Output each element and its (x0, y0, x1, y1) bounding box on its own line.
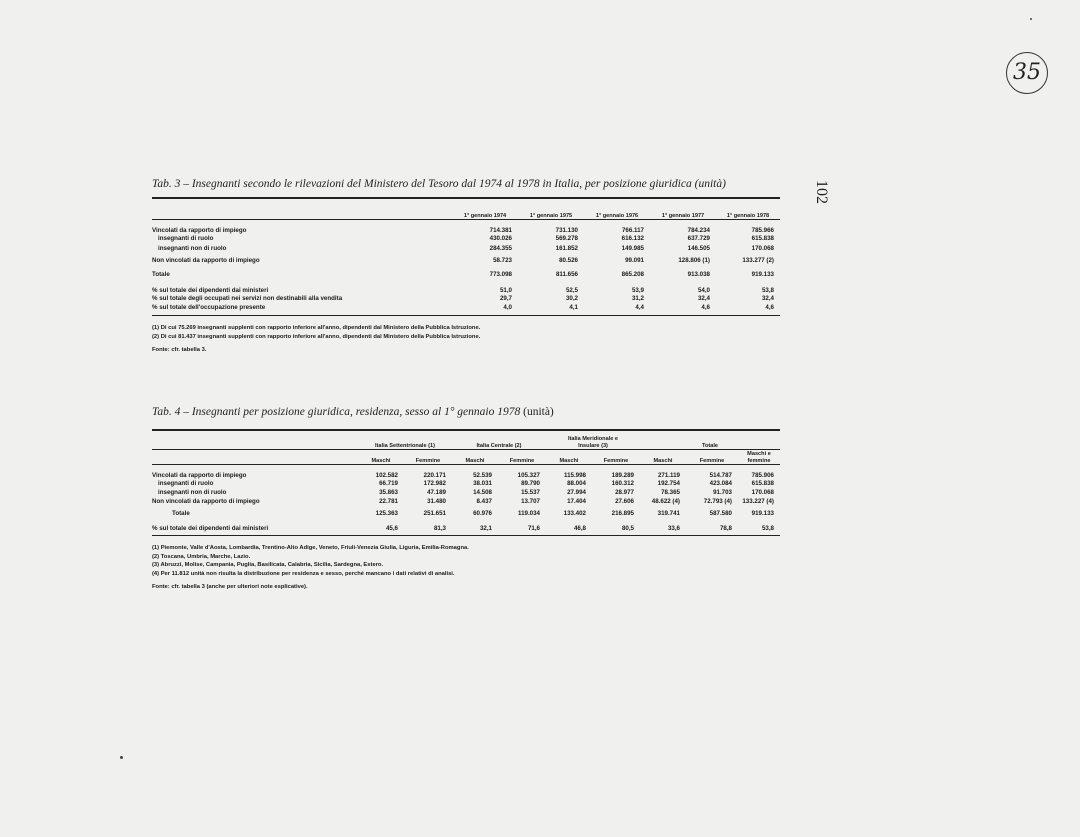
cell: 133.227 (4) (742, 497, 774, 505)
cell: 133.402 (563, 510, 586, 517)
table-4-subcol-header: Maschi (465, 457, 485, 464)
table-row (152, 254, 780, 268)
row-label: insegnanti non di ruolo (158, 245, 227, 252)
footnote: (1) Piemonte, Valle d'Aosta, Lombardia, Trentino-Alto Adige, Veneto, Friuli-Venezia Giulia, Liguria, Emilia-Romagna. (152, 545, 469, 551)
table-3-title: Tab. 3 – Insegnanti secondo le rilevazioni del Ministero del Tesoro dal 1974 al 1978 in Italia, per posizione giuridica (unità) (152, 178, 726, 190)
table-4-subcol-header: Femmine (603, 457, 629, 464)
cell: 22.781 (379, 497, 398, 505)
table-4 (152, 429, 780, 536)
cell: 731.130 (555, 226, 578, 234)
cell: 66.719 (379, 479, 398, 487)
table-4-subcol-header: Femmine (699, 457, 725, 464)
table-3-col-header: 1° gennaio 1977 (661, 212, 705, 219)
cell: 170.068 (751, 245, 774, 252)
cell: 913.038 (687, 271, 710, 278)
cell: 4,6 (765, 303, 774, 311)
row-label: % sul totale dei dipendenti dai ministeri (152, 524, 269, 532)
cell: 52.539 (473, 471, 492, 479)
table-4-group-header-row (152, 430, 780, 450)
cell: 133.277 (2) (742, 257, 774, 264)
row-label: Totale (172, 510, 190, 517)
cell: 714.381 (489, 226, 512, 234)
cell: 32,4 (697, 295, 710, 302)
table-4-group-header: Italia Meridionale e Insulare (3) (567, 436, 619, 449)
table-row (152, 234, 780, 244)
table-4-title-unit: (unità) (523, 406, 554, 418)
cell: 170.068 (751, 488, 774, 496)
table-4-notes (152, 544, 780, 578)
footnote: (4) Per 11.812 unità non risulta la distribuzione per residenza e sesso, perché mancano i dati relativi di analisi. (152, 570, 455, 577)
table-4-subcol-header: Femmine (415, 457, 441, 464)
cell: 4,4 (635, 303, 644, 311)
row-label: Vincolati da rapporto di impiego (152, 226, 247, 234)
table-row (152, 497, 780, 506)
row-label: Vincolati da rapporto di impiego (152, 471, 247, 479)
table-4-group-header: Italia Centrale (2) (476, 442, 522, 449)
cell: 31.480 (427, 497, 446, 505)
cell: 27.994 (567, 488, 586, 496)
cell: 514.787 (709, 471, 732, 479)
cell: 149.985 (621, 245, 644, 252)
cell: 569.278 (555, 235, 578, 242)
cell: 785.966 (751, 226, 774, 234)
page-number-stamp: 35 (1006, 52, 1048, 94)
cell: 637.729 (687, 235, 710, 242)
cell: 53,9 (631, 286, 644, 294)
cell: 919.133 (751, 271, 774, 278)
cell: 4,6 (701, 303, 710, 311)
cell: 81,3 (433, 524, 446, 532)
cell: 33,6 (667, 524, 680, 532)
cell: 784.234 (687, 226, 710, 234)
cell: 53,8 (761, 286, 774, 294)
cell: 71,6 (527, 524, 540, 532)
table-4-title-text: Tab. 4 – Insegnanti per posizione giuridica, residenza, sesso al 1° gennaio 1978 (152, 406, 521, 418)
table-4-source: Fonte: cfr. tabella 3 (anche per ulteriori note esplicative). (152, 584, 308, 590)
cell: 72.793 (4) (703, 497, 732, 505)
cell: 15.537 (521, 488, 540, 496)
cell: 27.606 (615, 497, 634, 505)
cell: 32,1 (479, 524, 492, 532)
cell: 4,1 (569, 303, 578, 311)
cell: 4,0 (503, 303, 512, 311)
cell: 60.976 (473, 510, 492, 517)
table-3-notes (152, 324, 780, 341)
cell: 46,8 (573, 524, 586, 532)
cell: 54,0 (697, 286, 710, 294)
table-3-col-header: 1° gennaio 1976 (595, 212, 639, 219)
cell: 125.363 (375, 510, 398, 517)
cell: 28.977 (615, 488, 634, 496)
cell: 161.852 (555, 245, 578, 252)
table-4-group-header: Totale (701, 442, 719, 449)
cell: 615.838 (751, 479, 774, 487)
row-label: % sul totale degli occupati nei servizi non destinabili alla vendita (152, 295, 343, 302)
cell: 80.526 (559, 257, 578, 264)
table-4-subcol-header: Maschi (653, 457, 673, 464)
cell: 105.327 (517, 471, 540, 479)
footnote: (1) Di cui 75.269 insegnanti supplenti con rapporto inferiore all'anno, dipendenti dal Ministero della Pubblica Istruzione. (152, 325, 481, 331)
cell: 30,2 (565, 295, 578, 302)
table-3 (152, 197, 780, 316)
table-3-col-header: 1° gennaio 1975 (529, 212, 573, 219)
cell: 220.171 (423, 471, 446, 479)
table-row (152, 244, 780, 254)
cell: 189.289 (611, 471, 634, 479)
cell: 192.754 (657, 479, 680, 487)
table-3-source: Fonte: cfr. tabella 3. (152, 347, 207, 353)
side-page-number: 102 (813, 180, 830, 204)
cell: 38.031 (473, 479, 492, 487)
cell: 115.998 (563, 471, 586, 479)
footnote: (2) Toscana, Umbria, Marche, Lazio. (152, 553, 251, 560)
row-label: insegnanti di ruolo (158, 235, 214, 242)
row-label: % sul totale dell'occupazione presente (152, 303, 266, 311)
row-label: Non vincolati da rapporto di impiego (152, 257, 260, 264)
row-label: insegnanti non di ruolo (158, 488, 227, 496)
cell: 102.582 (375, 471, 398, 479)
row-label: Non vincolati da rapporto di impiego (152, 497, 260, 505)
cell: 32,4 (761, 295, 774, 302)
cell: 616.132 (621, 235, 644, 242)
table-row (152, 220, 780, 234)
table-3-col-header: 1° gennaio 1978 (726, 212, 770, 219)
cell: 160.312 (611, 479, 634, 487)
cell: 865.208 (621, 271, 644, 278)
cell: 53,8 (761, 524, 774, 532)
cell: 58.723 (493, 257, 512, 264)
cell: 17.404 (567, 497, 586, 505)
table-3-header-row (152, 198, 780, 220)
cell: 51,0 (499, 286, 512, 294)
row-label: insegnanti di ruolo (158, 479, 214, 487)
cell: 615.838 (751, 235, 774, 242)
cell: 128.806 (1) (678, 257, 710, 264)
cell: 45,6 (385, 524, 398, 532)
table-row-total (152, 506, 780, 522)
cell: 146.505 (687, 245, 710, 252)
cell: 13.707 (521, 497, 540, 505)
cell: 99.091 (625, 257, 644, 264)
table-row (152, 522, 780, 536)
table-3-col-header: 1° gennaio 1974 (463, 212, 507, 219)
table-row (152, 465, 780, 479)
cell: 89.790 (521, 479, 540, 487)
cell: 216.895 (611, 510, 634, 517)
cell: 31,2 (631, 295, 644, 302)
table-4-subheader-row (152, 450, 780, 465)
table-4-subcol-header: Femmine (509, 457, 535, 464)
cell: 172.982 (423, 479, 446, 487)
table-4-title (152, 406, 780, 419)
scan-speck (120, 756, 123, 759)
cell: 811.656 (555, 271, 578, 278)
cell: 91.703 (713, 488, 732, 496)
cell: 430.026 (489, 235, 512, 242)
table-4-subcol-header: Maschi (559, 457, 579, 464)
cell: 35.863 (379, 488, 398, 496)
cell: 8.437 (476, 497, 492, 505)
cell: 48.622 (4) (651, 497, 680, 505)
cell: 88.004 (567, 479, 586, 487)
cell: 78,8 (719, 524, 732, 532)
table-row-total (152, 268, 780, 282)
row-label: Totale (152, 271, 170, 278)
table-row (152, 479, 780, 488)
row-label: % sul totale dei dipendenti dai ministeri (152, 286, 269, 294)
table-row (152, 294, 780, 304)
cell: 284.355 (489, 245, 512, 252)
cell: 773.098 (489, 271, 512, 278)
cell: 766.117 (621, 226, 644, 234)
table-row (152, 488, 780, 497)
cell: 919.133 (751, 510, 774, 517)
cell: 78.365 (661, 488, 680, 496)
cell: 587.580 (709, 510, 732, 517)
cell: 14.508 (473, 488, 492, 496)
cell: 119.034 (517, 510, 540, 517)
footnote: (3) Abruzzi, Molise, Campania, Puglia, Basilicata, Calabria, Sicilia, Sardegna, Estero. (152, 562, 384, 568)
cell: 271.119 (657, 471, 680, 479)
cell: 423.084 (709, 479, 732, 487)
table-4-subcol-header: Maschi e femmine (747, 451, 771, 464)
cell: 52,5 (565, 286, 578, 294)
scan-speck (1030, 18, 1032, 20)
cell: 47.189 (427, 488, 446, 496)
footnote: (2) Di cui 81.437 insegnanti supplenti con rapporto inferiore all'anno, dipendenti dal Ministero della Pubblica Istruzione. (152, 333, 481, 340)
cell: 785.906 (751, 471, 774, 479)
cell: 319.741 (657, 510, 680, 517)
cell: 80,5 (621, 524, 634, 532)
cell: 251.651 (423, 510, 446, 517)
table-4-subcol-header: Maschi (371, 457, 391, 464)
table-4-group-header: Italia Settentrionale (1) (375, 442, 435, 449)
table-row (152, 282, 780, 294)
table-4-block (152, 406, 780, 590)
table-row (152, 304, 780, 316)
cell: 29,7 (499, 295, 512, 302)
table-3-block (152, 178, 780, 353)
